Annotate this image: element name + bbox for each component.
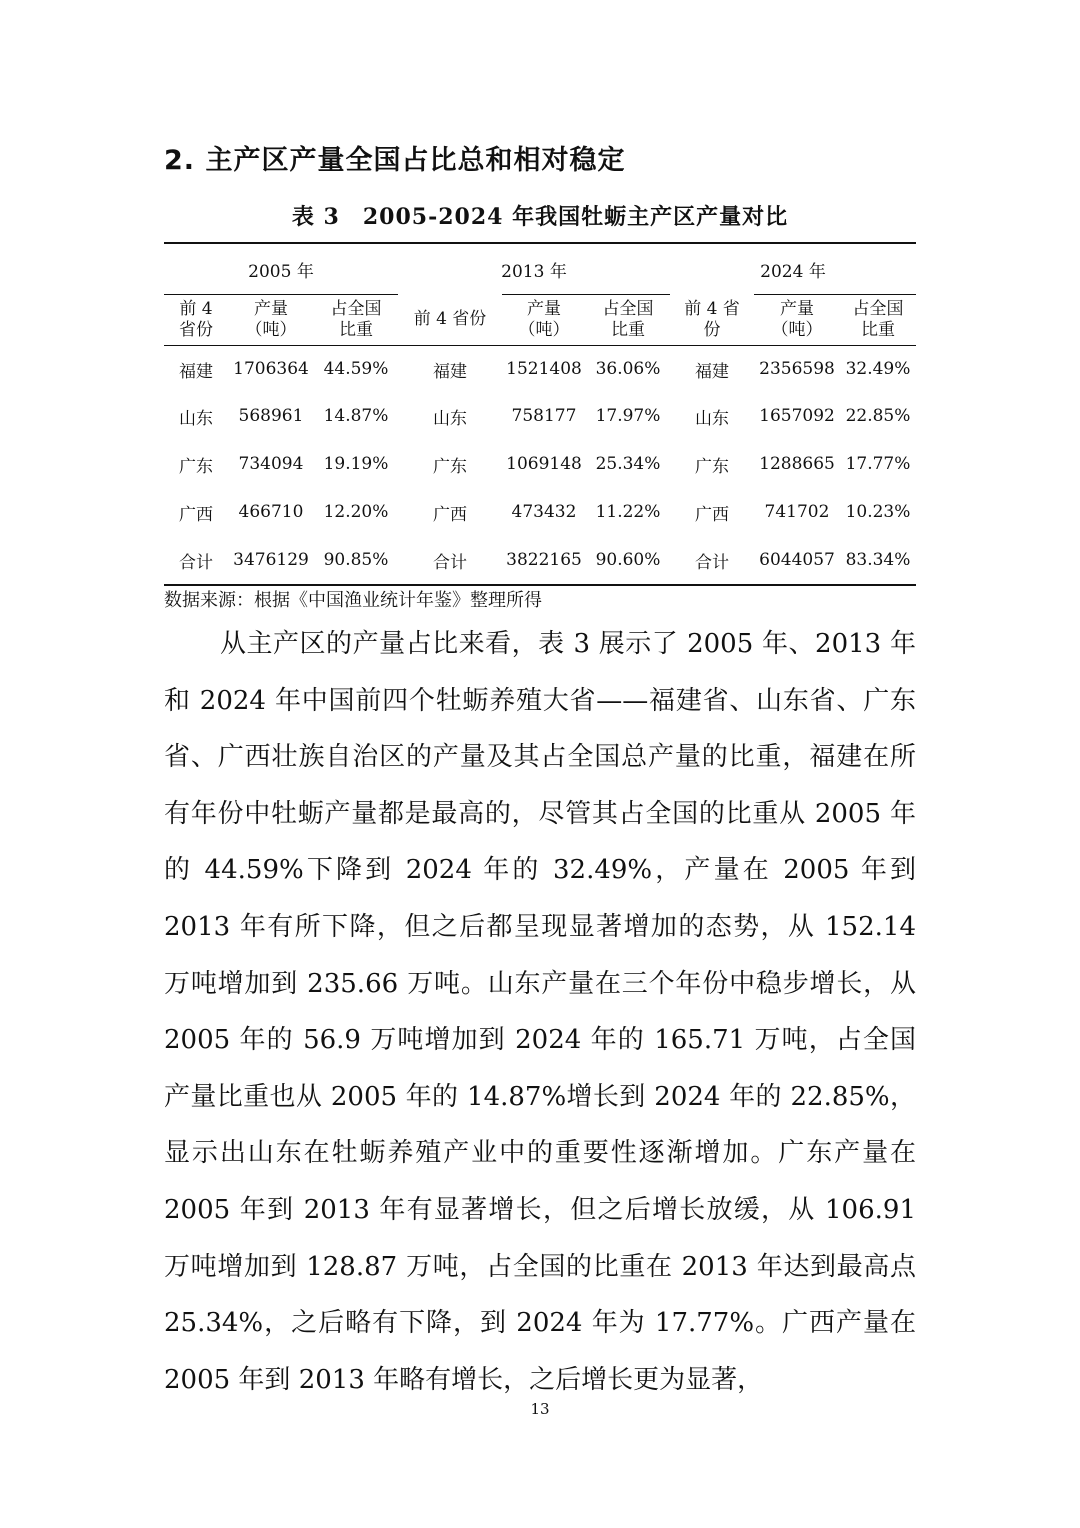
year-header: 2005 年 (248, 261, 314, 282)
table-cell: 17.97% (595, 406, 661, 426)
table-cell: 568961 (238, 406, 304, 426)
column-header (586, 295, 670, 346)
table-cell: 44.59% (314, 346, 398, 393)
table-cell: 734094 (238, 454, 304, 474)
table-cell: 758177 (511, 406, 577, 426)
column-header (164, 295, 228, 346)
column-header (398, 295, 502, 346)
column-header (754, 295, 840, 346)
table-row (164, 440, 916, 488)
table-cell: 90.60% (595, 550, 661, 570)
table-cell: 32.49% (840, 346, 916, 393)
table-cell: 10.23% (845, 502, 911, 522)
table-cell: 90.85% (323, 550, 389, 570)
production-table (164, 242, 916, 586)
table-cell: 22.85% (845, 406, 911, 426)
table-total-row (164, 536, 916, 585)
table-cell: 广东 (695, 456, 729, 477)
column-header-line: 占全国 (602, 299, 654, 319)
body-paragraph: 从主产区的产量占比来看，表 3 展示了 2005 年、2013 年和 2024 年中国前四个牡蛎养殖大省——福建省、山东省、广东省、广西壮族自治区的产量及其占全国总产量的比重，福建在所有年份中牡蛎产量都是最高的，尽管其占全国的比重从 2005 年的 44.59%下降到 2024 年的 32.49%，产量在 2005 年到 2013 年有所下降，但之后都呈现显著增加的态势，从 152.14 万吨增加到 235.66 万吨。山东产量在三个年份中稳步增长，从 2005 年的 56.9 万吨增加到 2024 年的 165.71 万吨，占全国产量比重也从 2005 年的 14.87%增长到 2024 年的 22.85%，显示出山东在牡蛎养殖产业中的重要性逐渐增加。广东产量在 2005 年到 2013 年有显著增长，但之后增长放缓，从 106.91 万吨增加到 128.87 万吨，占全国的比重在 2013 年达到最高点 25.34%，之后略有下降，到 2024 年为 17.77%。广西产量在 2005 年到 2013 年略有增长，之后增长更为显著， (164, 629, 916, 1395)
column-header-line: 前 4 (179, 299, 213, 319)
column-header-line: 比重 (339, 320, 373, 340)
column-header (670, 295, 754, 346)
table-caption: 表 3 2005-2024 年我国牡蛎主产区产量对比 (291, 204, 789, 230)
table-row (164, 392, 916, 440)
table-cell: 741702 (764, 502, 830, 522)
column-header-line: 占全国 (852, 299, 904, 319)
table-cell: 合计 (433, 552, 467, 573)
table-cell: 福建 (398, 346, 502, 393)
table-cell: 合计 (179, 552, 213, 573)
column-header-line: 比重 (861, 320, 895, 340)
column-header-line: 份 (703, 319, 721, 340)
table-row (164, 346, 916, 393)
table-cell: 1706364 (228, 346, 314, 393)
column-header-line: 前 4 省 (684, 298, 740, 319)
table-cell: 合计 (695, 552, 729, 573)
table-cell: 473432 (511, 502, 577, 522)
table-cell: 2356598 (754, 346, 840, 393)
table-cell: 广西 (695, 504, 729, 525)
table-row (164, 488, 916, 536)
table-year-row (164, 243, 916, 295)
table-cell: 466710 (238, 502, 304, 522)
table-cell: 3476129 (233, 550, 309, 570)
column-header-line: （吨） (518, 320, 570, 340)
table-cell: 广东 (179, 456, 213, 477)
page-number: 13 (530, 1400, 550, 1418)
table-cell: 广西 (433, 504, 467, 525)
table-cell: 1657092 (759, 406, 835, 426)
table-cell: 17.77% (845, 454, 911, 474)
table-cell: 14.87% (323, 406, 389, 426)
column-header-line: （吨） (771, 320, 823, 340)
table-cell: 山东 (433, 408, 467, 429)
table-cell: 1521408 (502, 346, 586, 393)
table-cell: 3822165 (506, 550, 582, 570)
table-header-row (164, 295, 916, 346)
table-cell: 6044057 (759, 550, 835, 570)
column-header-line: 比重 (611, 320, 645, 340)
table-cell: 山东 (179, 408, 213, 429)
table-cell: 广东 (433, 456, 467, 477)
table-cell: 福建 (164, 346, 228, 393)
table-cell: 11.22% (595, 502, 661, 522)
table-cell: 广西 (179, 504, 213, 525)
column-header (228, 295, 314, 346)
table-cell: 1288665 (759, 454, 835, 474)
column-header-line: 省份 (179, 320, 213, 340)
data-source-note: 数据来源：根据《中国渔业统计年鉴》整理所得 (164, 590, 542, 611)
column-header-line: 产量 (780, 299, 814, 319)
year-header: 2013 年 (501, 261, 567, 282)
table-cell: 福建 (670, 346, 754, 393)
column-header-line: 占全国 (330, 299, 382, 319)
column-header-line: 前 4 省份 (413, 309, 487, 330)
column-header (314, 295, 398, 346)
table-cell: 山东 (695, 408, 729, 429)
table-cell: 83.34% (845, 550, 911, 570)
table-cell: 1069148 (506, 454, 582, 474)
table-cell: 12.20% (323, 502, 389, 522)
table-cell: 25.34% (595, 454, 661, 474)
section-heading: 2. 主产区产量全国占比总和相对稳定 (164, 145, 626, 176)
column-header (840, 295, 916, 346)
column-header (502, 295, 586, 346)
column-header-line: （吨） (245, 320, 297, 340)
year-header: 2024 年 (760, 261, 826, 282)
column-header-line: 产量 (254, 299, 288, 319)
table-cell: 36.06% (586, 346, 670, 393)
column-header-line: 产量 (527, 299, 561, 319)
table-cell: 19.19% (323, 454, 389, 474)
